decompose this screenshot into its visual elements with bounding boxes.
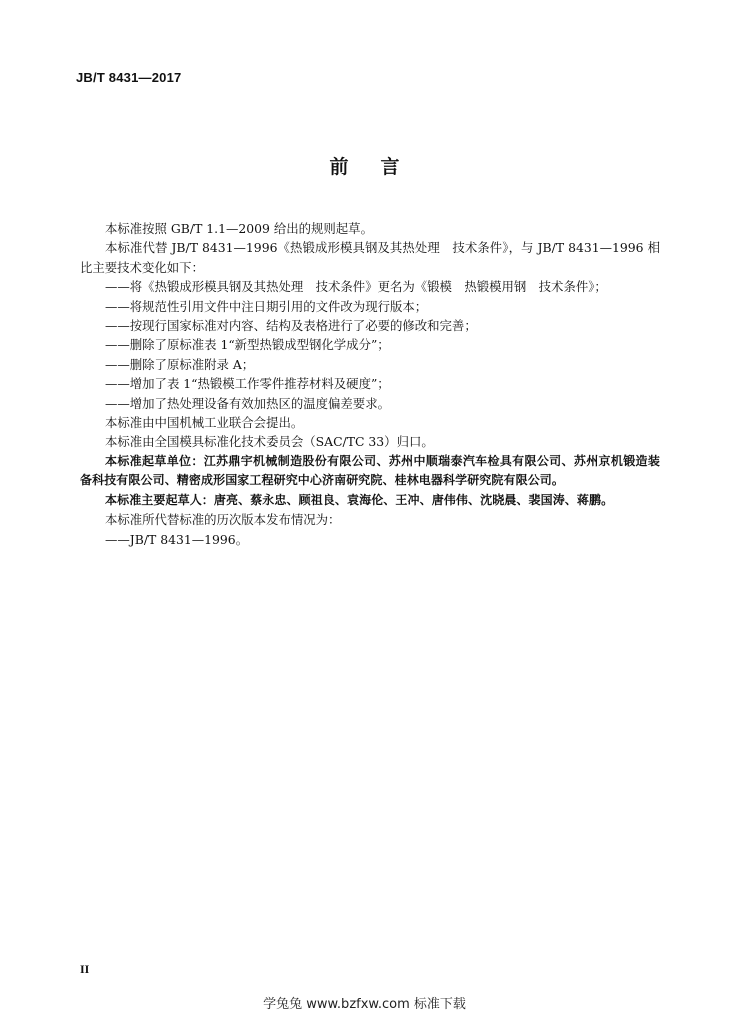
paragraph: 本标准所代替标准的历次版本发布情况为： — [105, 512, 341, 528]
list-item: ——删除了原标准表 1“新型热锻成型钢化学成分”； — [105, 337, 390, 353]
paragraph: 本标准主要起草人：唐亮、蔡永忠、顾祖良、袁海伦、王冲、唐伟伟、沈晓晨、裴国涛、蒋鹏。 — [105, 492, 614, 507]
paragraph: 本标准代替 JB/T 8431—1996《热锻成形模具钢及其热处理 技术条件》，与 JB/T 8431—1996 相比主要技术变化如下： — [80, 240, 660, 275]
standard-number: JB/T 8431—2017 — [76, 70, 182, 85]
document-body — [80, 219, 660, 549]
list-item: ——将《热锻成形模具钢及其热处理 技术条件》更名为《锻模 热锻模用钢 技术条件》； — [105, 279, 607, 295]
list-item: ——将规范性引用文件中注日期引用的文件改为现行版本； — [105, 298, 428, 314]
paragraph: 本标准按照 GB/T 1.1—2009 给出的规则起草。 — [105, 221, 373, 236]
list-item: ——增加了表 1“热锻模工作零件推荐材料及硬度”； — [105, 376, 390, 392]
watermark-text: 学兔兔 www.bzfxw.com 标准下载 — [263, 997, 466, 1012]
paragraph: 本标准由中国机械工业联合会提出。 — [105, 415, 304, 431]
page-number: II — [80, 962, 90, 976]
list-item: ——删除了原标准附录 A； — [105, 356, 255, 372]
list-item: ——增加了热处理设备有效加热区的温度偏差要求。 — [105, 395, 390, 411]
paragraph: 本标准由全国模具标准化技术委员会（SAC/TC 33）归口。 — [105, 434, 434, 450]
list-item: ——按现行国家标准对内容、结构及表格进行了必要的修改和完善； — [105, 318, 477, 334]
paragraph: 本标准起草单位：江苏鼎宇机械制造股份有限公司、苏州中顺瑞泰汽车检具有限公司、苏州京机锻造装备科技有限公司、精密成形国家工程研究中心济南研究院、桂林电器科学研究院有限公司。 — [80, 453, 660, 488]
page-title: 前言 — [329, 156, 432, 178]
list-item: ——JB/T 8431—1996。 — [105, 531, 249, 547]
